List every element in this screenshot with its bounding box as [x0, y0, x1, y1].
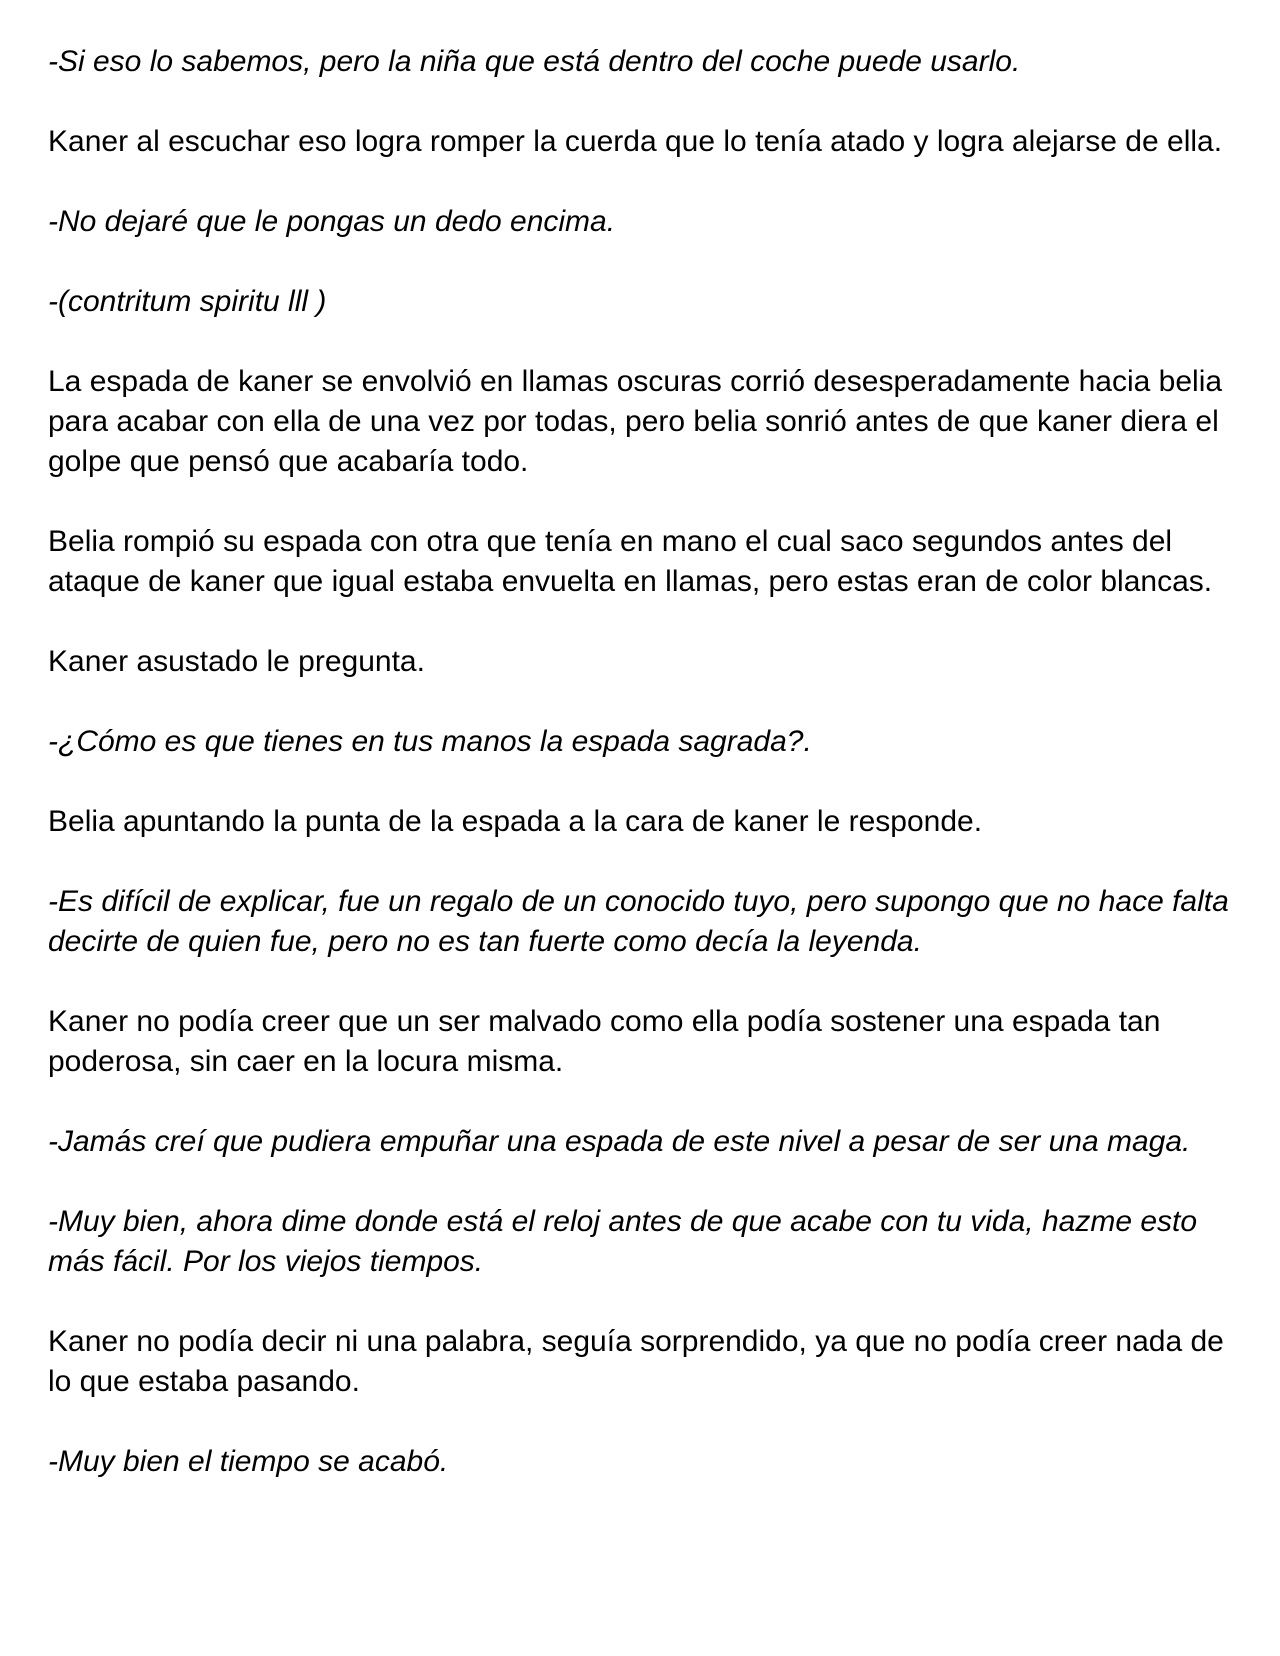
- paragraph-dialogue: -¿Cómo es que tienes en tus manos la espada sagrada?.: [48, 725, 812, 758]
- paragraph-dialogue: -Jamás creí que pudiera empuñar una espada de este nivel a pesar de ser una maga.: [48, 1125, 1191, 1158]
- paragraph-dialogue: -Muy bien el tiempo se acabó.: [48, 1445, 449, 1478]
- paragraph-narration: La espada de kaner se envolvió en llamas oscuras corrió desesperadamente hacia belia para acabar con ella de una vez por todas, pero belia sonrió antes de que kaner diera el golpe que pensó que acabaría todo.: [48, 365, 1223, 478]
- paragraph-narration: Kaner no podía creer que un ser malvado como ella podía sostener una espada tan poderosa, sin caer en la locura misma.: [48, 1005, 1161, 1078]
- paragraph-dialogue: -Es difícil de explicar, fue un regalo de un conocido tuyo, pero supongo que no hace falta decirte de quien fue, pero no es tan fuerte como decía la leyenda.: [48, 885, 1229, 958]
- paragraph-dialogue: -Muy bien, ahora dime donde está el reloj antes de que acabe con tu vida, hazme esto más fácil. Por los viejos tiempos.: [48, 1205, 1198, 1278]
- paragraph-dialogue: -Si eso lo sabemos, pero la niña que está dentro del coche puede usarlo.: [48, 45, 1021, 78]
- paragraph-narration: Kaner no podía decir ni una palabra, seguía sorprendido, ya que no podía creer nada de lo que estaba pasando.: [48, 1325, 1224, 1398]
- paragraph-narration: Kaner al escuchar eso logra romper la cuerda que lo tenía atado y logra alejarse de ella.: [48, 125, 1223, 158]
- document-page: [48, 42, 1248, 1482]
- paragraph-dialogue: -No dejaré que le pongas un dedo encima.: [48, 205, 616, 238]
- paragraph-narration: Belia rompió su espada con otra que tenía en mano el cual saco segundos antes del ataque de kaner que igual estaba envuelta en llamas, pero estas eran de color blancas.: [48, 525, 1213, 598]
- paragraph-narration: Kaner asustado le pregunta.: [48, 645, 425, 678]
- paragraph-narration: Belia apuntando la punta de la espada a la cara de kaner le responde.: [48, 805, 983, 838]
- paragraph-incantation: -(contritum spiritu lll ): [48, 285, 327, 318]
